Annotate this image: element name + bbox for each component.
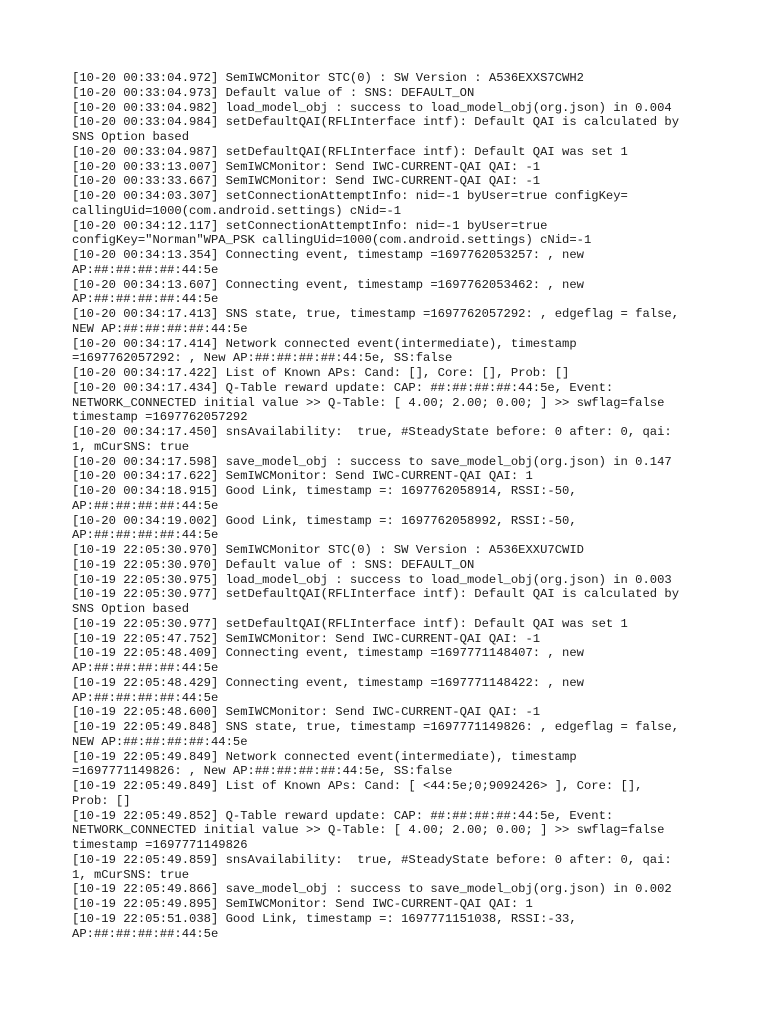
log-line: [10-19 22:05:30.975] load_model_obj : success to load_model_obj(org.json) in 0.003 [72, 572, 672, 587]
log-line: AP:##:##:##:##:44:5e [72, 661, 219, 675]
log-line: [10-19 22:05:49.849] Network connected event(intermediate), timestamp [72, 749, 577, 764]
log-line: configKey="Norman"WPA_PSK callingUid=1000(com.android.settings) cNid=-1 [72, 233, 592, 248]
log-line: Prob: [] [72, 793, 131, 808]
log-line: [10-20 00:34:13.607] Connecting event, timestamp =1697762053462: , new [72, 277, 584, 292]
log-line: NEW AP:##:##:##:##:44:5e [72, 734, 248, 749]
log-line: AP:##:##:##:##:44:5e [72, 690, 219, 705]
log-line: NETWORK_CONNECTED initial value >> Q-Table: [ 4.00; 2.00; 0.00; ] >> swflag=false [72, 823, 665, 838]
log-line: [10-20 00:34:17.598] save_model_obj : success to save_model_obj(org.json) in 0.147 [72, 454, 672, 469]
log-line: [10-20 00:33:13.007] SemIWCMonitor: Send IWC-CURRENT-QAI QAI: -1 [72, 159, 541, 174]
log-line: [10-20 00:34:13.354] Connecting event, timestamp =1697762053257: , new [72, 248, 584, 262]
log-line: AP:##:##:##:##:44:5e [72, 498, 219, 513]
log-line: [10-19 22:05:30.977] setDefaultQAI(RFLInterface intf): Default QAI is calculated by [72, 587, 680, 602]
log-line: [10-19 22:05:48.600] SemIWCMonitor: Send IWC-CURRENT-QAI QAI: -1 [72, 705, 541, 720]
log-line: [10-19 22:05:51.038] Good Link, timestamp =: 1697771151038, RSSI:-33, [72, 911, 577, 926]
log-line: [10-19 22:05:49.848] SNS state, true, timestamp =1697771149826: , edgeflag = false, [72, 720, 680, 734]
log-line: [10-19 22:05:30.970] Default value of : SNS: DEFAULT_ON [72, 557, 475, 572]
log-line: [10-20 00:33:04.984] setDefaultQAI(RFLInterface intf): Default QAI is calculated by [72, 115, 680, 130]
log-line: AP:##:##:##:##:44:5e [72, 926, 219, 941]
log-line: [10-20 00:34:17.414] Network connected event(intermediate), timestamp [72, 336, 577, 351]
log-line: =1697771149826: , New AP:##:##:##:##:44:5e, SS:false [72, 764, 453, 779]
log-line: =1697762057292: , New AP:##:##:##:##:44:5e, SS:false [72, 351, 453, 366]
log-line: 1, mCurSNS: true [72, 439, 190, 454]
log-text-block [72, 71, 732, 941]
log-line: AP:##:##:##:##:44:5e [72, 262, 219, 277]
log-line: timestamp =1697771149826 [72, 838, 248, 852]
log-line: timestamp =1697762057292 [72, 410, 248, 425]
log-line: [10-20 00:33:04.973] Default value of : SNS: DEFAULT_ON [72, 85, 475, 100]
log-line: NEW AP:##:##:##:##:44:5e [72, 321, 248, 336]
log-line: [10-20 00:34:03.307] setConnectionAttemptInfo: nid=-1 byUser=true configKey= [72, 189, 628, 203]
log-line: [10-19 22:05:49.895] SemIWCMonitor: Send IWC-CURRENT-QAI QAI: 1 [72, 897, 533, 911]
log-line: SNS Option based [72, 602, 190, 616]
log-line: [10-19 22:05:49.852] Q-Table reward update: CAP: ##:##:##:##:44:5e, Event: [72, 808, 614, 823]
log-line: [10-19 22:05:47.752] SemIWCMonitor: Send IWC-CURRENT-QAI QAI: -1 [72, 631, 541, 646]
log-line: [10-20 00:34:17.413] SNS state, true, timestamp =1697762057292: , edgeflag = false, [72, 307, 680, 321]
log-line: callingUid=1000(com.android.settings) cNid=-1 [72, 203, 402, 218]
log-line: [10-20 00:33:33.667] SemIWCMonitor: Send IWC-CURRENT-QAI QAI: -1 [72, 174, 541, 189]
log-line: [10-19 22:05:49.849] List of Known APs: Cand: [ <44:5e;0;9092426> ], Core: [], [72, 779, 643, 793]
log-line: [10-20 00:34:12.117] setConnectionAttemptInfo: nid=-1 byUser=true [72, 218, 548, 233]
log-line: [10-20 00:34:18.915] Good Link, timestamp =: 1697762058914, RSSI:-50, [72, 484, 577, 498]
log-line: NETWORK_CONNECTED initial value >> Q-Table: [ 4.00; 2.00; 0.00; ] >> swflag=false [72, 395, 665, 410]
log-line: [10-19 22:05:30.977] setDefaultQAI(RFLInterface intf): Default QAI was set 1 [72, 616, 628, 631]
log-line: [10-20 00:33:04.982] load_model_obj : success to load_model_obj(org.json) in 0.004 [72, 100, 672, 115]
log-line: [10-20 00:34:17.450] snsAvailability: true, #SteadyState before: 0 after: 0, qai: [72, 425, 672, 439]
log-line: [10-19 22:05:30.970] SemIWCMonitor STC(0) : SW Version : A536EXXU7CWID [72, 543, 584, 557]
log-line: SNS Option based [72, 130, 190, 144]
log-line: [10-19 22:05:48.429] Connecting event, timestamp =1697771148422: , new [72, 675, 584, 690]
log-line: [10-19 22:05:49.866] save_model_obj : success to save_model_obj(org.json) in 0.002 [72, 882, 672, 897]
log-line: [10-20 00:33:04.972] SemIWCMonitor STC(0) : SW Version : A536EXXS7CWH2 [72, 71, 584, 85]
log-line: [10-19 22:05:48.409] Connecting event, timestamp =1697771148407: , new [72, 646, 584, 661]
log-line: [10-19 22:05:49.859] snsAvailability: true, #SteadyState before: 0 after: 0, qai: [72, 852, 672, 867]
log-line: [10-20 00:34:17.422] List of Known APs: Cand: [], Core: [], Prob: [] [72, 366, 570, 380]
log-line: AP:##:##:##:##:44:5e [72, 528, 219, 543]
log-line: [10-20 00:34:17.622] SemIWCMonitor: Send IWC-CURRENT-QAI QAI: 1 [72, 469, 533, 484]
log-line: [10-20 00:34:19.002] Good Link, timestamp =: 1697762058992, RSSI:-50, [72, 513, 577, 528]
log-line: [10-20 00:33:04.987] setDefaultQAI(RFLInterface intf): Default QAI was set 1 [72, 144, 628, 159]
log-line: [10-20 00:34:17.434] Q-Table reward update: CAP: ##:##:##:##:44:5e, Event: [72, 380, 614, 395]
log-line: 1, mCurSNS: true [72, 867, 190, 882]
log-line: AP:##:##:##:##:44:5e [72, 292, 219, 307]
